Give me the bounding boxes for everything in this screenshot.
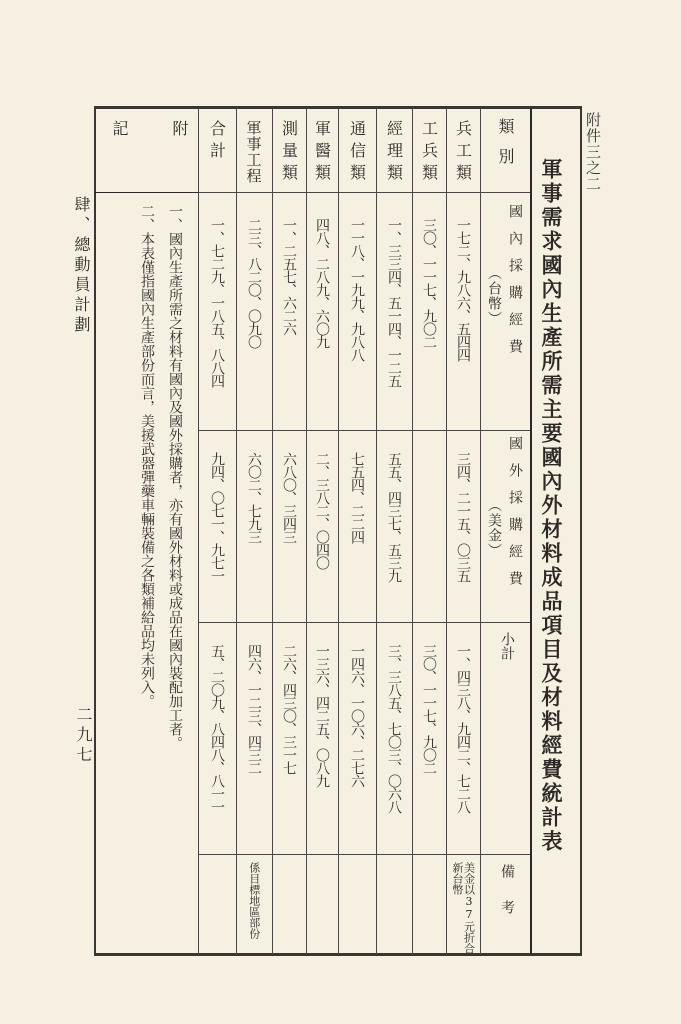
grid-line xyxy=(198,430,530,431)
cell-domestic: 四八、二八九、六〇九 xyxy=(314,218,330,348)
cell-subtotal: 三、三八五、七〇三、〇六八 xyxy=(386,644,402,813)
cell-subtotal: 三〇、一一七、九〇二 xyxy=(421,644,437,774)
cell-domestic: 二三、八二〇、〇九〇 xyxy=(246,218,262,348)
cell-foreign: 六〇二、七九三 xyxy=(246,452,262,543)
cell-foreign: 六八〇、三四三 xyxy=(281,452,297,543)
cell-foreign: 七五四、二二四 xyxy=(349,452,365,543)
cell-subtotal: 一、四三八、九四二、七二八 xyxy=(455,644,471,813)
cell-subtotal: 一三六、四二五、〇八九 xyxy=(314,644,330,787)
header-foreign-unit: （美金） xyxy=(486,498,502,558)
grid-line xyxy=(480,108,481,954)
cell-domestic: 一、三三四、五一四、一二五 xyxy=(386,218,402,387)
grid-line xyxy=(198,622,530,623)
grid-line xyxy=(530,108,532,954)
row-category: 工兵類 xyxy=(419,120,439,186)
row-category: 軍醫類 xyxy=(312,120,332,186)
page-number: 二九七 xyxy=(74,706,93,766)
header-foreign: 國外採購經費 xyxy=(507,436,523,598)
row-category: 兵工類 xyxy=(453,120,473,186)
header-remarks: 備考 xyxy=(499,864,515,936)
table-title: 軍事需求國內生產所需主要國內外材料成品項目及材料經費統計表 xyxy=(539,158,564,854)
note-1: 一、國內生產所需之材料有國內及國外採購者，亦有國外材料或成品在國內裝配加工者。 xyxy=(167,204,183,750)
row-category: 合計 xyxy=(207,120,227,164)
row-category: 測量類 xyxy=(279,120,299,186)
cell-domestic: 一七二、九八六、五四四 xyxy=(455,218,471,361)
cell-foreign: 三四、二一五、〇三五 xyxy=(455,452,471,582)
notes-label-2: 記 xyxy=(110,120,129,136)
grid-line xyxy=(198,192,530,193)
header-subtotal: 小計 xyxy=(499,632,515,660)
cell-domestic: 一、七二九、一八五、八八四 xyxy=(209,218,225,387)
cell-foreign: 五五、四三七、五三九 xyxy=(386,452,402,582)
section-label: 肆、總動員計劃 xyxy=(72,196,91,336)
cell-remark: 美金以37元折合新台幣 xyxy=(451,862,476,954)
cell-subtotal: 五、二〇九、八四八、八一一 xyxy=(209,644,225,813)
appendix-label: 附件三之二 xyxy=(584,112,602,192)
cell-subtotal: 二六、四三〇、三一七 xyxy=(281,644,297,774)
grid-line xyxy=(95,192,198,193)
note-2: 二、本表僅指國內生產部份而言，美援武器彈藥車輛裝備之各類補給品均未列入。 xyxy=(139,204,155,708)
row-category: 經理類 xyxy=(384,120,404,186)
cell-subtotal: 一四六、一〇六、二七六 xyxy=(349,644,365,787)
cell-foreign: 二、三八二、〇四〇 xyxy=(314,452,330,569)
cell-subtotal: 四六、一二三、四三二 xyxy=(246,644,262,774)
row-category: 軍事工程 xyxy=(244,120,263,184)
row-category: 通信類 xyxy=(347,120,367,186)
cell-domestic: 一、二五七、六二六 xyxy=(281,218,297,335)
cell-domestic: 一一八、一九九、九八八 xyxy=(349,218,365,361)
header-domestic-unit: （台幣） xyxy=(486,266,502,326)
cell-remark: 係目標地區部份 xyxy=(247,862,261,939)
grid-line xyxy=(198,854,530,855)
cell-domestic: 三〇、一一七、九〇二 xyxy=(421,218,437,348)
header-category: 類別 xyxy=(496,118,515,178)
header-domestic: 國內採購經費 xyxy=(507,204,523,366)
notes-label-1: 附 xyxy=(170,120,189,136)
cell-foreign: 九四、〇七一、九七一 xyxy=(209,452,225,582)
